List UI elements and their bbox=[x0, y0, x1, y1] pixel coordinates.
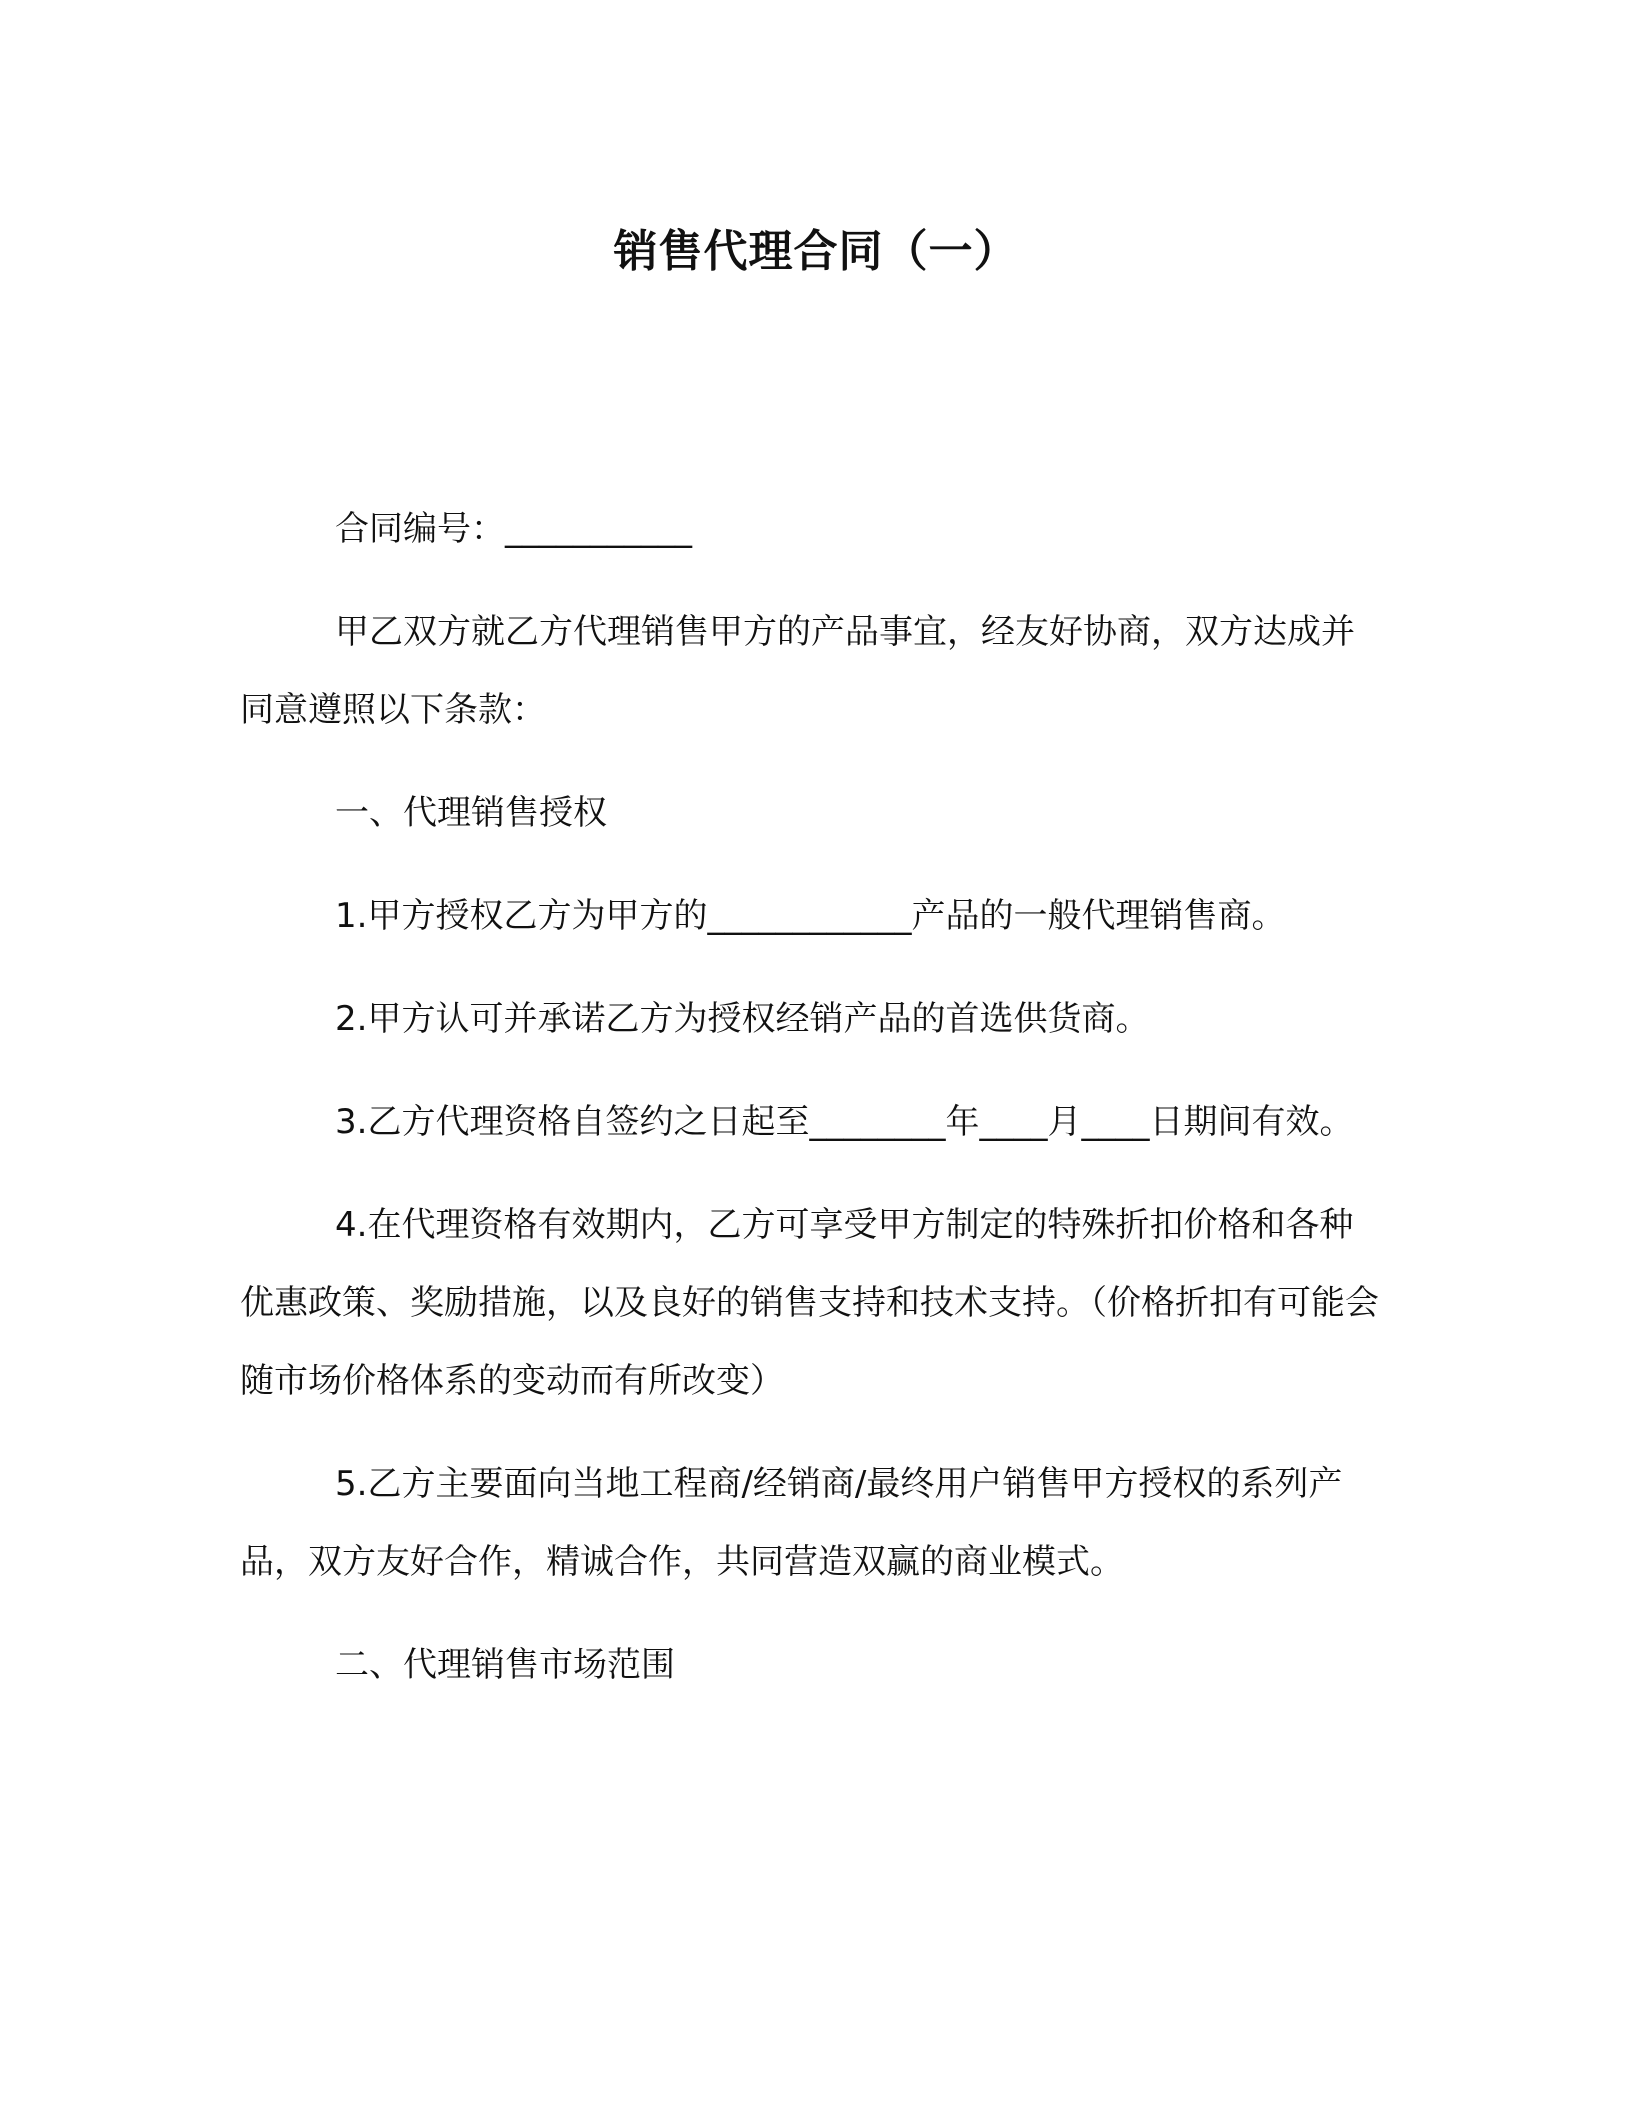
clause-2: 2.甲方认可并承诺乙方为授权经销产品的首选供货商。 bbox=[335, 999, 1150, 1039]
clause-5: 5.乙方主要面向当地工程商/经销商/最终用户销售甲方授权的系列产品，双方友好合作，精诚合作，共同营造双赢的商业模式。 bbox=[240, 1464, 1343, 1582]
clause-4: 4.在代理资格有效期内，乙方可享受甲方制定的特殊折扣价格和各种优惠政策、奖励措施，以及良好的销售支持和技术支持。（价格折扣有可能会随市场价格体系的变动而有所改变） bbox=[240, 1205, 1379, 1401]
intro-paragraph: 甲乙双方就乙方代理销售甲方的产品事宜，经友好协商，双方达成并同意遵照以下条款： bbox=[240, 612, 1355, 730]
clause-1: 1.甲方授权乙方为甲方的____________产品的一般代理销售商。 bbox=[335, 896, 1286, 936]
section-1-heading: 一、代理销售授权 bbox=[335, 793, 607, 833]
clause-3: 3.乙方代理资格自签约之日起至________年____月____日期间有效。 bbox=[335, 1102, 1354, 1142]
contract-number-line: 合同编号：___________ bbox=[335, 509, 692, 549]
document-title: 销售代理合同（一） bbox=[613, 226, 1019, 277]
section-2-heading: 二、代理销售市场范围 bbox=[335, 1645, 675, 1685]
document-body bbox=[240, 490, 1380, 1729]
